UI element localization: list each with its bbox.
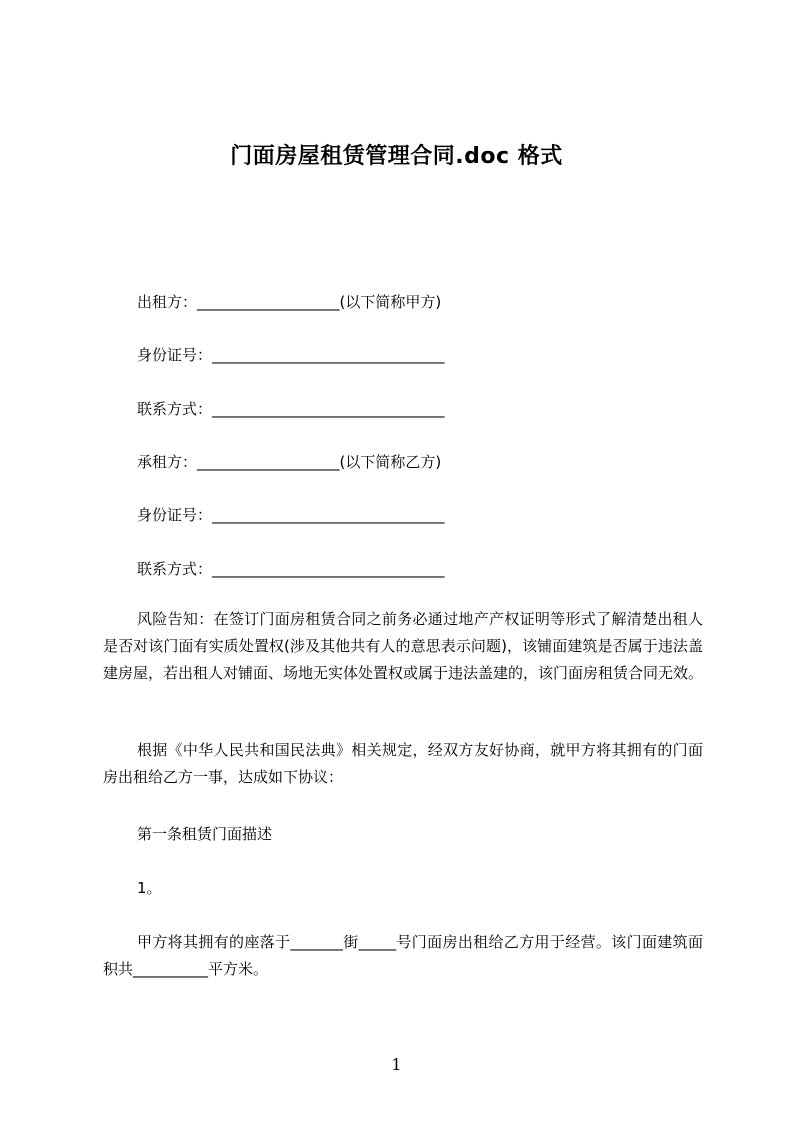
lessor-contact-line: 联系方式：_______________________________ bbox=[137, 400, 445, 418]
lessee-line: 承租方：___________________(以下简称乙方) bbox=[137, 453, 442, 471]
basis-paragraph: 根据《中华人民共和国民法典》相关规定，经双方友好协商，就甲方将其拥有的门面房出租给乙方一事，达成如下协议： bbox=[103, 741, 703, 786]
article-1-heading: 第一条租赁门面描述 bbox=[137, 825, 273, 843]
page-number: 1 bbox=[391, 1055, 402, 1074]
lessee-contact-line: 联系方式：_______________________________ bbox=[137, 560, 445, 578]
lessor-line: 出租方：___________________(以下简称甲方) bbox=[137, 293, 442, 311]
clause-1-paragraph: 甲方将其拥有的座落于_______街_____号门面房出租给乙方用于经营。该门面建筑面积共__________平方米。 bbox=[103, 933, 703, 978]
lessor-id-line: 身份证号：_______________________________ bbox=[137, 346, 445, 364]
document-title: 门面房屋租赁管理合同.doc 格式 bbox=[230, 144, 563, 169]
risk-notice-paragraph: 风险告知：在签订门面房租赁合同之前务必通过地产产权证明等形式了解清楚出租人是否对该门面有实质处置权(涉及其他共有人的意思表示问题)，该铺面建筑是否属于违法盖建房屋，若出租人对铺面、场地无实体处置权或属于违法盖建的，该门面房租赁合同无效。 bbox=[103, 610, 704, 682]
item-1-number: 1。 bbox=[137, 879, 162, 897]
lessee-id-line: 身份证号：_______________________________ bbox=[137, 506, 445, 524]
